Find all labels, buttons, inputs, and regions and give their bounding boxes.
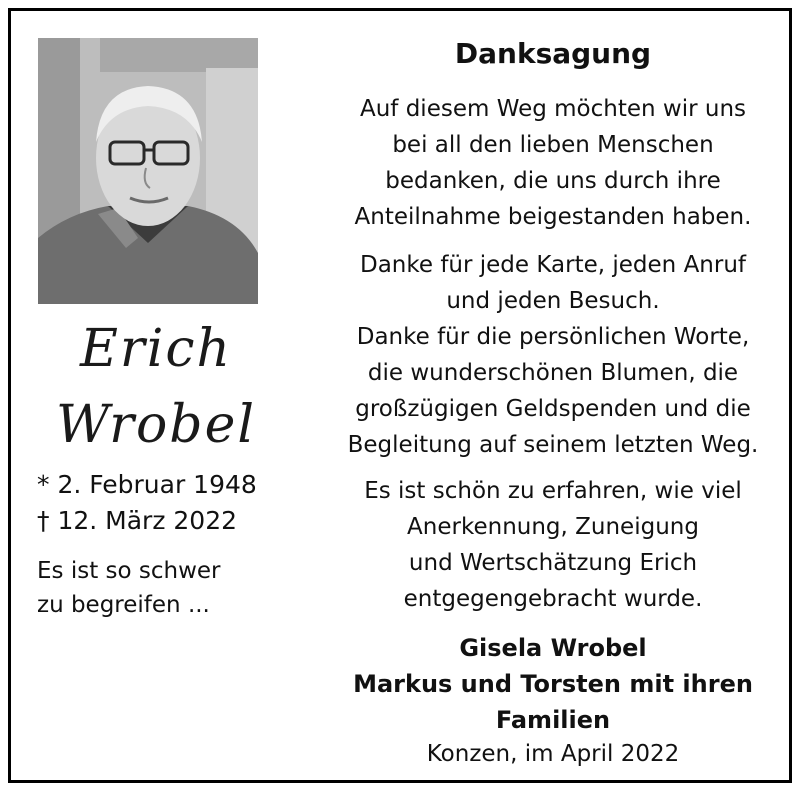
life-dates (37, 467, 257, 539)
deceased-first-name: Erich (79, 319, 233, 379)
signature-line-3: Familien (495, 706, 611, 734)
thanks-paragraph-1 (323, 91, 783, 235)
signature-line-2: Markus und Torsten mit ihren (353, 670, 753, 698)
text-line: und jeden Besuch. (446, 288, 660, 314)
birth-date: * 2. Februar 1948 (37, 470, 257, 499)
death-date: † 12. März 2022 (37, 506, 238, 535)
portrait-photo (38, 38, 258, 304)
text-line: die wunderschönen Blumen, die (367, 360, 739, 386)
announcement-frame (8, 8, 792, 783)
text-line: Begleitung auf seinem letzten Weg. (347, 432, 759, 458)
text-line: Es ist schön zu erfahren, wie viel (364, 478, 742, 504)
text-line: großzügigen Geldspenden und die (355, 396, 751, 422)
text-line: Danke für jede Karte, jeden Anruf (359, 252, 747, 278)
text-line: bedanken, die uns durch ihre (385, 168, 721, 194)
thanks-paragraph-2 (323, 247, 783, 463)
text-line: entgegengebracht wurde. (403, 586, 703, 612)
place-and-date: Konzen, im April 2022 (426, 741, 680, 767)
thanks-paragraph-3 (323, 473, 783, 617)
text-line: Anteilnahme beigestanden haben. (354, 204, 752, 230)
portrait-image (38, 38, 258, 304)
text-line: Anerkennung, Zuneigung (407, 514, 699, 540)
deceased-last-name: Wrobel (56, 395, 256, 455)
quote (37, 554, 221, 622)
text-line: Auf diesem Weg möchten wir uns (359, 96, 747, 122)
signature-line-1: Gisela Wrobel (459, 634, 647, 662)
quote-line: Es ist so schwer (37, 558, 221, 584)
heading: Danksagung (454, 37, 652, 70)
text-line: und Wertschätzung Erich (408, 550, 698, 576)
quote-line: zu begreifen ... (37, 592, 210, 618)
text-line: Danke für die persönlichen Worte, (356, 324, 750, 350)
text-line: bei all den lieben Menschen (392, 132, 714, 158)
